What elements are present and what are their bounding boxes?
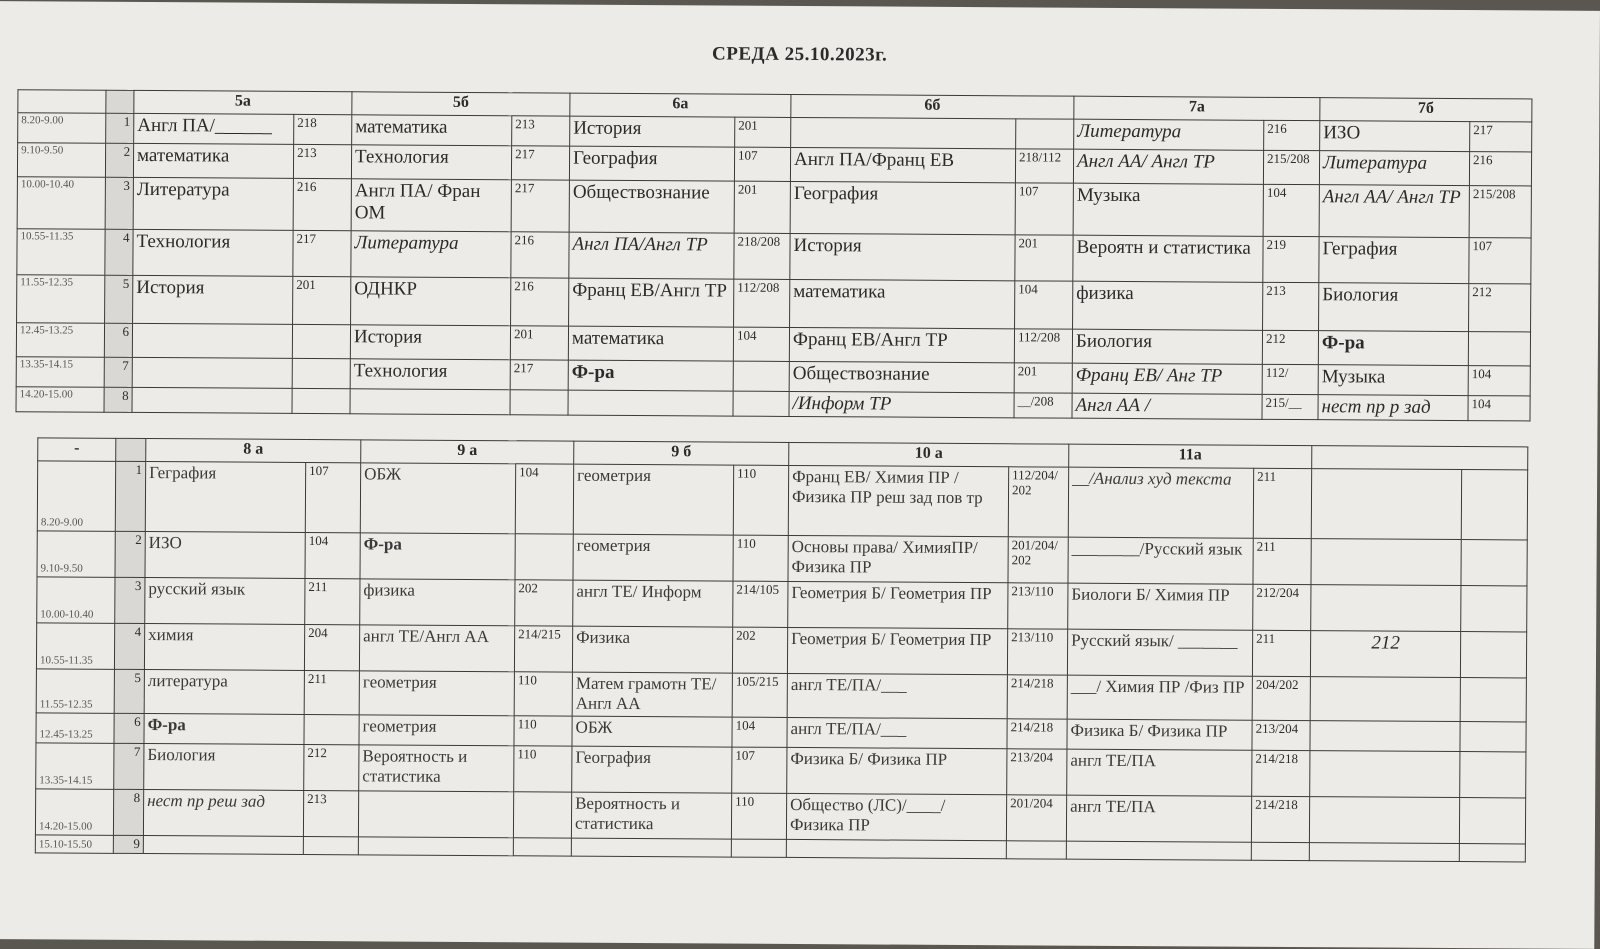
lesson-time: 11.55-12.35: [17, 275, 105, 324]
subject-cell: химия: [144, 624, 304, 671]
extra-cell-room: [1460, 752, 1526, 798]
subject-cell: Англ ПА/______: [134, 113, 294, 144]
lesson-number: 5: [105, 275, 133, 323]
lesson-time: 15.10-15.50: [35, 835, 113, 853]
room-cell: 215/208: [1469, 186, 1531, 238]
subject-cell: /Информ ТР: [789, 391, 1014, 417]
lesson-number: 2: [115, 531, 145, 577]
room-cell: 112/: [1262, 364, 1318, 394]
subject-cell: ___/ Химия ПР /Физ ПР: [1067, 675, 1252, 720]
room-cell: 201: [510, 326, 568, 360]
subject-cell: [358, 791, 513, 838]
lesson-number: 1: [115, 461, 145, 531]
subject-cell: геометрия: [573, 534, 733, 581]
room-cell: 211: [1253, 468, 1311, 538]
subject-cell: математика: [352, 115, 512, 146]
lesson-time: 10.00-10.40: [17, 177, 105, 230]
extra-cell-room: [1461, 540, 1527, 586]
room-cell: 216: [1469, 152, 1531, 186]
room-cell: 107: [1469, 238, 1531, 284]
lesson-time: 8.20-9.00: [18, 113, 106, 144]
extra-cell: [1310, 751, 1460, 798]
class-header: 9 б: [574, 441, 789, 465]
subject-cell: [132, 357, 292, 388]
subject-cell: Технология: [351, 145, 511, 180]
subject-cell: Англ ПА/Франц ЕВ: [790, 147, 1015, 182]
subject-cell: англ ТЕ/ Информ: [573, 580, 733, 627]
room-cell: 217: [1470, 122, 1532, 152]
subject-cell: [1066, 841, 1251, 860]
subject-cell: История: [350, 325, 510, 360]
room-cell: 201: [1014, 363, 1072, 393]
subject-cell: Физика: [572, 626, 732, 673]
table-row: [37, 461, 1527, 540]
room-cell: 201: [1015, 235, 1073, 281]
room-cell: 213: [293, 144, 351, 178]
subject-cell: Ф-ра: [1318, 331, 1468, 366]
room-cell: [510, 390, 568, 415]
subject-cell: Ф-ра: [568, 360, 733, 391]
subject-cell: англ ТЕ/ПА/___: [787, 717, 1007, 748]
subject-cell: Англ АА/ Англ ТР: [1073, 149, 1263, 184]
room-cell: 212: [304, 744, 359, 790]
lesson-number: 5: [114, 669, 144, 713]
subject-cell: Основы права/ ХимияПР/ Физика ПР: [788, 535, 1008, 582]
lesson-number: 9: [113, 835, 143, 853]
room-cell: 107: [305, 462, 360, 532]
subject-cell: Англ АА /: [1072, 393, 1262, 419]
room-cell: 201: [293, 276, 351, 324]
subject-cell: [132, 323, 292, 358]
room-cell: 104: [733, 327, 789, 361]
room-cell: 214/218: [1252, 750, 1310, 796]
room-cell: 217: [510, 360, 568, 390]
room-cell: [1016, 119, 1074, 149]
subject-cell: [791, 117, 1016, 148]
subject-cell: русский язык: [145, 578, 305, 625]
subject-cell: Обществознание: [569, 180, 734, 233]
subject-cell: География: [572, 746, 732, 793]
subject-cell: математика: [568, 326, 733, 361]
subject-cell: геометрия: [573, 464, 733, 535]
room-cell: [304, 714, 359, 744]
room-cell: [1251, 842, 1309, 860]
subject-cell: Литература: [133, 177, 293, 230]
subject-cell: Русский язык/ _______: [1067, 629, 1252, 676]
subject-cell: литература: [144, 670, 304, 715]
room-cell: 201/204: [1006, 795, 1066, 841]
room-cell: 212: [1469, 284, 1531, 332]
number-header: [116, 438, 146, 461]
lesson-time: 8.20-9.00: [37, 461, 115, 531]
subject-cell: Вероятность и статистика: [571, 792, 731, 839]
lesson-number: 2: [105, 143, 133, 177]
room-cell: 213: [303, 790, 358, 836]
subject-cell: Музыка: [1318, 365, 1468, 396]
room-cell: 212: [1262, 330, 1318, 364]
subject-cell: Франц ЕВ/Англ ТР: [789, 327, 1014, 362]
room-cell: 219: [1263, 236, 1319, 282]
class-header: 7б: [1320, 98, 1532, 122]
subject-cell: нест пр р зад: [1318, 395, 1468, 421]
lesson-time: 14.20-15.00: [35, 789, 113, 835]
subject-cell: __/Анализ худ текста: [1068, 467, 1253, 538]
room-cell: 213/204: [1252, 720, 1310, 750]
extra-cell: [1311, 539, 1461, 586]
subject-cell: Геграфия: [145, 462, 305, 533]
subject-cell: Геграфия: [1319, 237, 1469, 284]
extra-cell: [1310, 721, 1460, 752]
extra-cell-room: [1460, 722, 1526, 752]
lesson-time: 12.45-13.25: [16, 323, 104, 358]
room-cell: 110: [733, 465, 788, 535]
extra-cell: [1311, 585, 1461, 632]
schedule-sheet: [0, 1, 1600, 949]
lesson-time: 13.35-14.15: [36, 743, 114, 789]
room-cell: 107: [1015, 183, 1073, 235]
subject-cell: Общество (ЛС)/____/ Физика ПР: [786, 793, 1006, 840]
subject-cell: Литература: [1319, 151, 1469, 186]
class-header: 8 а: [146, 439, 361, 463]
subject-cell: Вероятность и статистика: [359, 745, 514, 792]
room-cell: [1006, 841, 1066, 859]
extra-cell: [1311, 469, 1461, 540]
subject-cell: Литература: [351, 231, 511, 278]
subject-cell: [350, 389, 510, 415]
lesson-time: 10.55-11.35: [17, 229, 105, 276]
room-cell: 204/202: [1252, 676, 1310, 720]
room-cell: [513, 792, 571, 838]
room-cell: 110: [514, 746, 572, 792]
subject-cell: История: [570, 116, 735, 147]
room-cell: 110: [514, 672, 572, 716]
room-cell: 218/112: [1015, 149, 1073, 183]
subject-cell: нест пр реш зад: [143, 790, 303, 837]
time-header: -: [38, 438, 116, 461]
subject-cell: Геометрия Б/ Геометрия ПР: [787, 627, 1007, 674]
room-cell: __/208: [1014, 393, 1072, 418]
room-cell: 217: [293, 230, 351, 276]
subject-cell: англ ТЕ/ПА: [1066, 795, 1251, 842]
lesson-number: 1: [106, 113, 134, 143]
subject-cell: Франц ЕВ/ Химия ПР / Физика ПР реш зад пов тр: [788, 465, 1008, 536]
extra-cell-room: [1459, 844, 1525, 862]
room-cell: [733, 391, 789, 416]
room-cell: 213/110: [1008, 583, 1068, 629]
room-cell: 214/105: [733, 581, 788, 627]
subject-cell: физика: [360, 579, 515, 626]
subject-cell: Физика Б/ Физика ПР: [1067, 719, 1252, 750]
room-cell: 216: [293, 178, 351, 230]
class-header: 11а: [1069, 444, 1312, 468]
room-cell: 211: [304, 670, 359, 714]
room-cell: 112/204/ 202: [1008, 467, 1068, 537]
lesson-number: 3: [105, 177, 133, 229]
room-cell: 204: [304, 624, 359, 670]
subject-cell: География: [569, 146, 734, 181]
room-cell: 218/208: [734, 233, 790, 279]
room-cell: 104: [732, 717, 787, 747]
room-cell: 211: [1253, 538, 1311, 584]
subject-cell: ИЗО: [145, 532, 305, 579]
subject-cell: Англ АА/ Англ ТР: [1319, 185, 1469, 238]
room-cell: 213: [512, 116, 570, 146]
room-cell: 217: [511, 180, 569, 232]
room-cell: 213/204: [1007, 749, 1067, 795]
lesson-number: 4: [105, 229, 133, 275]
lesson-number: 4: [114, 623, 144, 669]
room-cell: [303, 836, 358, 854]
subject-cell: [358, 837, 513, 856]
room-cell: [292, 388, 350, 413]
number-header: [106, 90, 134, 113]
room-cell: 216: [511, 278, 569, 326]
room-cell: 215/208: [1263, 150, 1319, 184]
subject-cell: [786, 839, 1006, 858]
lesson-number: 7: [104, 357, 132, 387]
room-cell: 104: [1468, 366, 1530, 396]
subject-cell: Франц ЕВ/Англ ТР: [569, 278, 734, 327]
subject-cell: Музыка: [1073, 183, 1263, 236]
subject-cell: ОБЖ: [572, 716, 732, 747]
room-cell: 214/218: [1007, 719, 1067, 749]
schedule-table-upper: [16, 89, 1533, 421]
subject-cell: Литература: [1074, 119, 1264, 150]
room-cell: 214/218: [1007, 675, 1067, 719]
room-cell: [515, 534, 573, 580]
schedule-table-lower: [35, 437, 1529, 862]
subject-cell: геометрия: [359, 671, 514, 716]
class-header: 9 а: [361, 440, 574, 464]
room-cell: 216: [511, 232, 569, 278]
room-cell: 211: [305, 578, 360, 624]
subject-cell: геометрия: [359, 715, 514, 746]
room-cell: [731, 839, 786, 857]
subject-cell: ИЗО: [1320, 121, 1470, 152]
room-cell: 214/215: [514, 626, 572, 672]
subject-cell: математика: [133, 143, 293, 178]
subject-cell: англ ТЕ/ПА/___: [787, 673, 1007, 718]
subject-cell: География: [790, 181, 1015, 234]
room-cell: 202: [515, 580, 573, 626]
extra-cell: [1310, 677, 1460, 722]
subject-cell: ОДНКР: [351, 277, 511, 326]
subject-cell: Обществознание: [789, 361, 1014, 392]
room-cell: 216: [1264, 120, 1320, 150]
lesson-time: 9.10-9.50: [17, 143, 105, 178]
subject-cell: Англ ПА/Англ ТР: [569, 232, 734, 279]
room-cell: 112/208: [1014, 329, 1072, 363]
room-cell: 107: [734, 147, 790, 181]
extra-cell-room: [1460, 632, 1526, 678]
extra-cell: 212: [1310, 631, 1460, 678]
class-header: 5а: [134, 90, 352, 114]
room-cell: [1468, 332, 1530, 366]
lesson-time: 14.20-15.00: [16, 387, 104, 412]
room-cell: 211: [1252, 630, 1310, 676]
subject-cell: [132, 387, 292, 413]
extra-cell-room: [1461, 470, 1527, 540]
extra-cell: [1309, 843, 1459, 862]
lesson-number: 7: [114, 743, 144, 789]
subject-cell: Биология: [1319, 283, 1469, 332]
room-cell: 201/204/ 202: [1008, 537, 1068, 583]
room-cell: [292, 358, 350, 388]
room-cell: 112/208: [734, 279, 790, 327]
subject-cell: Ф-ра: [144, 714, 304, 745]
subject-cell: Англ ПА/ Фран ОМ: [351, 179, 511, 232]
subject-cell: ОБЖ: [360, 463, 515, 534]
blank-header: [1312, 446, 1528, 470]
page-title: СРЕДА 25.10.2023г.: [712, 43, 888, 66]
subject-cell: [568, 390, 733, 416]
room-cell: 202: [732, 627, 787, 673]
subject-cell: Франц ЕВ/ Анг ТР: [1072, 363, 1262, 394]
room-cell: 201: [734, 181, 790, 233]
room-cell: 217: [511, 146, 569, 180]
room-cell: 104: [1015, 281, 1073, 329]
room-cell: 214/218: [1251, 796, 1309, 842]
lesson-number: 8: [104, 387, 132, 412]
subject-cell: англ ТЕ/ПА: [1067, 749, 1252, 796]
class-header: 5б: [352, 92, 570, 116]
room-cell: 213: [1263, 282, 1319, 330]
subject-cell: англ ТЕ/Англ АА: [359, 625, 514, 672]
room-cell: 107: [732, 747, 787, 793]
subject-cell: Биология: [144, 744, 304, 791]
class-header: 6а: [570, 93, 791, 117]
room-cell: 110: [731, 793, 786, 839]
subject-cell: Биологи Б/ Химия ПР: [1068, 583, 1253, 630]
room-cell: [292, 324, 350, 358]
subject-cell: [143, 836, 303, 855]
room-cell: 110: [733, 535, 788, 581]
subject-cell: Вероятн и статистика: [1073, 235, 1263, 282]
lesson-number: 6: [104, 323, 132, 357]
class-header: 7а: [1074, 96, 1320, 121]
subject-cell: физика: [1073, 281, 1263, 330]
time-header: [18, 90, 106, 114]
room-cell: 104: [1468, 396, 1530, 421]
lesson-time: 10.55-11.35: [36, 623, 114, 669]
subject-cell: Биология: [1072, 329, 1262, 364]
subject-cell: [571, 838, 731, 857]
lesson-number: 8: [113, 789, 143, 835]
subject-cell: Физика Б/ Физика ПР: [787, 747, 1007, 794]
room-cell: 104: [515, 464, 573, 534]
room-cell: 218: [294, 114, 352, 144]
room-cell: 212/204: [1253, 584, 1311, 630]
subject-cell: Ф-ра: [360, 533, 515, 580]
subject-cell: Технология: [133, 229, 293, 276]
room-cell: 105/215: [732, 673, 787, 717]
lesson-time: 11.55-12.35: [36, 669, 114, 713]
room-cell: 213/110: [1007, 629, 1067, 675]
class-header: 6б: [791, 94, 1074, 119]
room-cell: [513, 838, 571, 856]
lesson-time: 12.45-13.25: [36, 713, 114, 743]
subject-cell: История: [790, 233, 1015, 280]
extra-cell: [1309, 797, 1459, 844]
extra-cell-room: [1461, 586, 1527, 632]
subject-cell: Матем грамотн ТЕ/ Англ АА: [572, 672, 732, 717]
extra-cell-room: [1459, 798, 1525, 844]
subject-cell: Геометрия Б/ Геометрия ПР: [788, 581, 1008, 628]
room-cell: 201: [735, 117, 791, 147]
room-cell: [733, 361, 789, 391]
lesson-time: 9.10-9.50: [37, 531, 115, 577]
subject-cell: математика: [790, 279, 1015, 328]
lesson-time: 10.00-10.40: [37, 577, 115, 623]
subject-cell: Технология: [350, 359, 510, 390]
room-cell: 215/__: [1262, 394, 1318, 419]
lesson-time: 13.35-14.15: [16, 357, 104, 388]
class-header: 10 а: [789, 442, 1069, 467]
lesson-number: 6: [114, 713, 144, 743]
room-cell: 104: [305, 532, 360, 578]
room-cell: 104: [1263, 184, 1319, 236]
subject-cell: История: [133, 275, 293, 324]
lesson-number: 3: [115, 577, 145, 623]
extra-cell-room: [1460, 678, 1526, 722]
table-row: [17, 177, 1531, 238]
subject-cell: ________/Русский язык: [1068, 537, 1253, 584]
room-cell: 110: [514, 716, 572, 746]
